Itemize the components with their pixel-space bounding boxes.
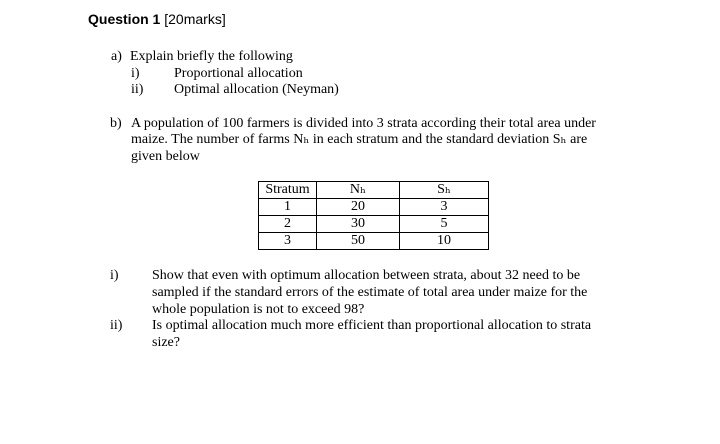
table-cell: 20	[317, 199, 400, 216]
part-a-item-1-num: i)	[131, 66, 140, 81]
part-b-line-2: maize. The number of farms Nₕ in each stratum and the standard deviation Sₕ are	[131, 132, 588, 147]
subquestion-1-num: i)	[110, 268, 119, 283]
table-header-stratum: Stratum	[259, 182, 317, 199]
subquestion-2-line-2: size?	[152, 335, 180, 350]
table-cell: 3	[259, 233, 317, 250]
subquestion-1-line-3: whole population is not to exceed 98?	[152, 302, 365, 317]
subquestion-2-line-1: Is optimal allocation much more efficient than proportional allocation to strata	[152, 318, 592, 333]
part-a-item-2-text: Optimal allocation (Neyman)	[174, 82, 339, 97]
table-row	[259, 199, 489, 216]
table-cell: 5	[400, 216, 489, 233]
part-a-label: a)	[111, 49, 122, 64]
question-label: Question 1	[88, 11, 161, 27]
table-header-row	[259, 182, 489, 199]
question-heading	[88, 11, 226, 27]
part-b-line-1: A population of 100 farmers is divided into 3 strata according their total area under	[131, 116, 596, 131]
table-row	[259, 233, 489, 250]
table-cell: 30	[317, 216, 400, 233]
subquestion-1-line-2: sampled if the standard errors of the estimate of total area under maize for the	[152, 285, 588, 300]
table-row	[259, 216, 489, 233]
table-cell: 1	[259, 199, 317, 216]
part-b-line-3: given below	[131, 149, 200, 164]
table-cell: 3	[400, 199, 489, 216]
table-cell: 2	[259, 216, 317, 233]
table-header-sh: Sₕ	[400, 182, 489, 199]
table-cell: 10	[400, 233, 489, 250]
subquestion-1-line-1: Show that even with optimum allocation between strata, about 32 need to be	[152, 268, 581, 283]
strata-table	[258, 181, 489, 250]
part-a-item-1-text: Proportional allocation	[174, 66, 303, 81]
table-header-nh: Nₕ	[317, 182, 400, 199]
part-a-item-2-num: ii)	[131, 82, 144, 97]
part-b-label: b)	[110, 116, 122, 131]
question-marks: [20marks]	[160, 11, 226, 27]
table-cell: 50	[317, 233, 400, 250]
part-a-text: Explain briefly the following	[130, 49, 293, 64]
subquestion-2-num: ii)	[110, 318, 123, 333]
